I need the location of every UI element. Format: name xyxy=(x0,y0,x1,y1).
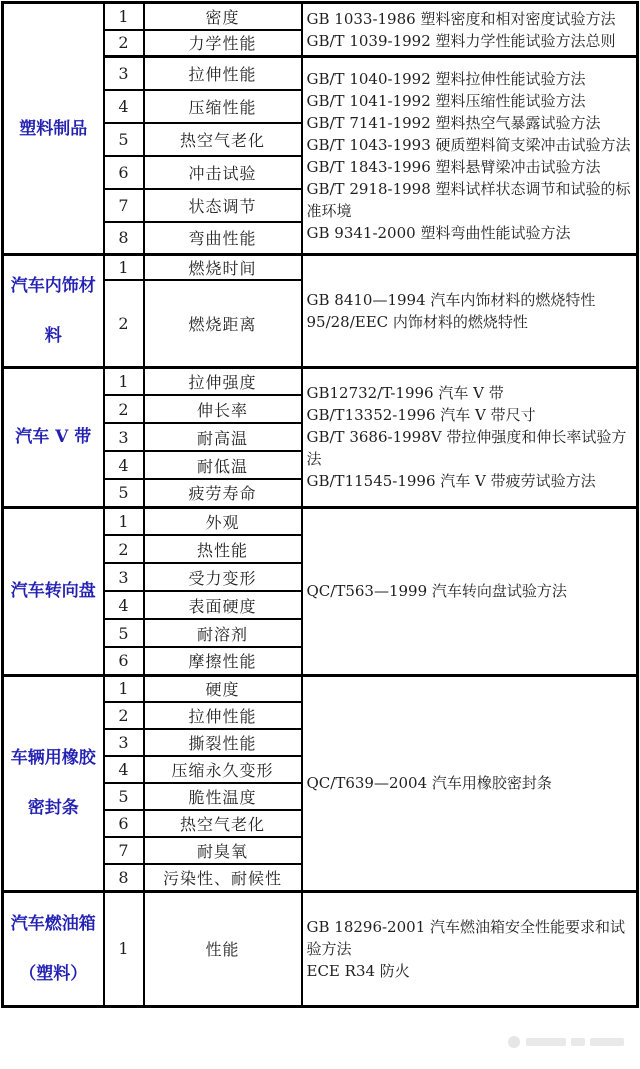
row-index-cell: 3 xyxy=(104,563,144,591)
property-cell: 燃烧距离 xyxy=(144,280,302,367)
standards-cell xyxy=(302,3,638,57)
row-index-cell: 2 xyxy=(104,30,144,57)
table-row xyxy=(3,3,638,30)
table-row xyxy=(3,367,638,395)
watermark-text-blur xyxy=(526,1038,566,1046)
category-label: 塑料制品 xyxy=(19,118,88,139)
property-cell: 耐低温 xyxy=(144,451,302,479)
category-label: 汽车转向盘 xyxy=(10,581,96,601)
property-cell: 硬度 xyxy=(144,675,302,702)
category-label: 车辆用橡胶 xyxy=(10,748,96,768)
row-index-cell: 2 xyxy=(104,280,144,367)
category-cell xyxy=(3,255,104,368)
standard-line: GB 8410—1994 汽车内饰材料的燃烧特性 xyxy=(306,290,596,309)
row-index-cell: 7 xyxy=(104,837,144,864)
row-index-cell: 1 xyxy=(104,507,144,535)
property-cell: 燃烧时间 xyxy=(144,255,302,281)
row-index-cell: 1 xyxy=(104,3,144,30)
row-index-cell: 6 xyxy=(104,810,144,837)
row-index-cell: 6 xyxy=(104,156,144,189)
row-index-cell: 4 xyxy=(104,756,144,783)
row-index-cell: 3 xyxy=(104,423,144,451)
watermark xyxy=(508,1034,634,1050)
category-label: 密封条 xyxy=(27,798,79,818)
category-cell xyxy=(3,507,104,675)
row-index-cell: 5 xyxy=(104,479,144,507)
table-row xyxy=(3,891,638,1006)
standard-line: GB/T 1043-1993 硬质塑料简支梁冲击试验方法 xyxy=(306,135,631,154)
row-index-cell: 4 xyxy=(104,90,144,123)
material-standards-table xyxy=(1,1,639,1008)
row-index-cell: 5 xyxy=(104,619,144,647)
standards-cell xyxy=(302,891,638,1006)
standard-line: QC/T563—1999 汽车转向盘试验方法 xyxy=(306,582,567,600)
property-cell: 污染性、耐候性 xyxy=(144,864,302,891)
property-cell: 摩擦性能 xyxy=(144,647,302,675)
category-label: 汽车燃油箱 xyxy=(10,913,96,934)
property-cell: 伸长率 xyxy=(144,395,302,423)
standard-line: GB 9341-2000 塑料弯曲性能试验方法 xyxy=(306,223,571,242)
property-cell: 撕裂性能 xyxy=(144,729,302,756)
watermark-text-blur xyxy=(590,1038,624,1046)
row-index-cell: 2 xyxy=(104,395,144,423)
property-cell: 压缩永久变形 xyxy=(144,756,302,783)
standard-line: QC/T639—2004 汽车用橡胶密封条 xyxy=(306,774,552,792)
property-cell: 脆性温度 xyxy=(144,783,302,810)
property-cell: 力学性能 xyxy=(144,30,302,57)
category-cell xyxy=(3,3,104,255)
row-index-cell: 5 xyxy=(104,123,144,156)
standard-line: GB 1033-1986 塑料密度和相对密度试验方法 xyxy=(306,9,616,28)
row-index-cell: 6 xyxy=(104,647,144,675)
row-index-cell: 3 xyxy=(104,729,144,756)
property-cell: 热性能 xyxy=(144,535,302,563)
row-index-cell: 2 xyxy=(104,535,144,563)
row-index-cell: 1 xyxy=(104,891,144,1006)
property-cell: 冲击试验 xyxy=(144,156,302,189)
property-cell: 性能 xyxy=(144,891,302,1006)
category-cell xyxy=(3,367,104,507)
standard-line: ECE R34 防火 xyxy=(306,961,410,980)
property-cell: 拉伸性能 xyxy=(144,57,302,90)
property-cell: 热空气老化 xyxy=(144,810,302,837)
standard-line: GB/T 3686-1998V 带拉伸强度和伸长率试验方法 xyxy=(306,428,627,468)
standards-cell xyxy=(302,255,638,368)
standard-line: GB/T 1041-1992 塑料压缩性能试验方法 xyxy=(306,91,586,110)
row-index-cell: 8 xyxy=(104,864,144,891)
standard-line: GB/T 1843-1996 塑料悬臂梁冲击试验方法 xyxy=(306,157,601,176)
property-cell: 状态调节 xyxy=(144,189,302,222)
row-index-cell: 1 xyxy=(104,367,144,395)
table-body xyxy=(3,3,638,1007)
watermark-text-blur xyxy=(571,1038,585,1046)
property-cell: 疲劳寿命 xyxy=(144,479,302,507)
category-label: （塑料） xyxy=(19,963,88,984)
property-cell: 耐溶剂 xyxy=(144,619,302,647)
row-index-cell: 5 xyxy=(104,783,144,810)
property-cell: 受力变形 xyxy=(144,563,302,591)
standard-line: GB12732/T-1996 汽车 V 带 xyxy=(306,384,504,402)
watermark-logo-icon xyxy=(508,1036,520,1048)
row-index-cell: 1 xyxy=(104,255,144,281)
property-cell: 拉伸强度 xyxy=(144,367,302,395)
category-label: 汽车内饰材 xyxy=(10,275,96,296)
standard-line: GB/T 7141-1992 塑料热空气暴露试验方法 xyxy=(306,113,601,132)
category-label: 汽车 V 带 xyxy=(15,427,92,447)
property-cell: 耐臭氧 xyxy=(144,837,302,864)
standard-line: GB/T 1039-1992 塑料力学性能试验方法总则 xyxy=(306,31,616,50)
standards-cell xyxy=(302,367,638,507)
standard-line: GB/T 2918-1998 塑料试样状态调节和试验的标准环境 xyxy=(306,179,631,220)
property-cell: 密度 xyxy=(144,3,302,30)
row-index-cell: 4 xyxy=(104,591,144,619)
property-cell: 弯曲性能 xyxy=(144,222,302,255)
standards-cell xyxy=(302,675,638,891)
row-index-cell: 7 xyxy=(104,189,144,222)
row-index-cell: 3 xyxy=(104,57,144,90)
standard-line: 95/28/EEC 内饰材料的燃烧特性 xyxy=(306,312,528,331)
row-index-cell: 1 xyxy=(104,675,144,702)
table-row xyxy=(3,675,638,702)
standards-cell xyxy=(302,507,638,675)
property-cell: 表面硬度 xyxy=(144,591,302,619)
standard-line: GB 18296-2001 汽车燃油箱安全性能要求和试验方法 xyxy=(306,917,626,958)
property-cell: 压缩性能 xyxy=(144,90,302,123)
row-index-cell: 2 xyxy=(104,702,144,729)
standard-line: GB/T13352-1996 汽车 V 带尺寸 xyxy=(306,406,536,424)
category-label: 料 xyxy=(44,325,62,346)
row-index-cell: 8 xyxy=(104,222,144,255)
property-cell: 拉伸性能 xyxy=(144,702,302,729)
standards-cell xyxy=(302,57,638,255)
table-row xyxy=(3,255,638,281)
category-cell xyxy=(3,891,104,1006)
property-cell: 外观 xyxy=(144,507,302,535)
property-cell: 耐高温 xyxy=(144,423,302,451)
table-row xyxy=(3,507,638,535)
property-cell: 热空气老化 xyxy=(144,123,302,156)
standard-line: GB/T11545-1996 汽车 V 带疲劳试验方法 xyxy=(306,472,596,490)
category-cell xyxy=(3,675,104,891)
row-index-cell: 4 xyxy=(104,451,144,479)
standard-line: GB/T 1040-1992 塑料拉伸性能试验方法 xyxy=(306,69,586,88)
